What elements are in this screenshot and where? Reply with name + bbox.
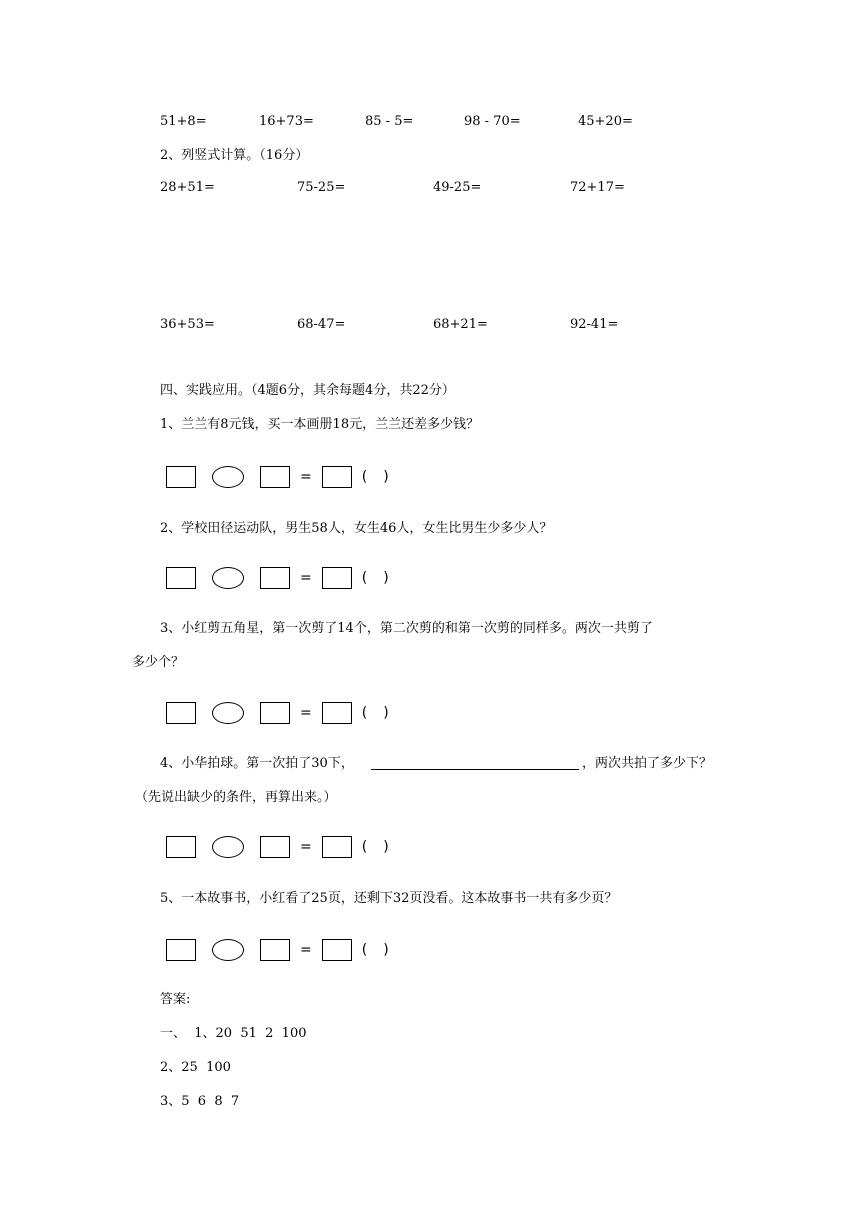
- paren-open: (: [361, 469, 368, 485]
- oral-problem: 98 - 70=: [464, 114, 521, 129]
- word-problem-text: 3、小红剪五角星，第一次剪了14个，第二次剪的和第一次剪的同样多。两次一共剪了: [160, 621, 653, 636]
- oral-problem: 85 - 5=: [365, 114, 414, 129]
- paren-open: (: [361, 705, 368, 721]
- equals-sign: =: [300, 705, 312, 721]
- answer-template: [166, 938, 389, 962]
- equals-sign: =: [300, 942, 312, 958]
- vertical-problem: 68+21=: [433, 317, 488, 332]
- paren-close: ): [383, 705, 389, 721]
- word-problem-text: 2、学校田径运动队，男生58人，女生46人，女生比男生少多少人？: [160, 521, 553, 536]
- answer-template: [166, 835, 389, 859]
- number-box[interactable]: [260, 567, 290, 589]
- paren-close: ): [383, 839, 389, 855]
- section-heading: 2、列竖式计算。（16分）: [160, 148, 309, 163]
- paren-open: (: [361, 570, 368, 586]
- vertical-problem: 36+53=: [160, 317, 215, 332]
- operator-circle[interactable]: [212, 466, 244, 488]
- answers-heading: 答案:: [160, 992, 191, 1007]
- number-box[interactable]: [166, 567, 196, 589]
- paren-close: ): [383, 469, 389, 485]
- equals-sign: =: [300, 570, 312, 586]
- vertical-problem: 75-25=: [297, 180, 346, 195]
- answer-template: [166, 465, 389, 489]
- vertical-problem: 49-25=: [433, 180, 482, 195]
- number-box[interactable]: [166, 702, 196, 724]
- answer-line: 一、 1、20 51 2 100: [160, 1026, 307, 1041]
- answer-line: 2、25 100: [160, 1060, 231, 1075]
- number-box[interactable]: [260, 939, 290, 961]
- word-problem-text: 1、兰兰有8元钱，买一本画册18元，兰兰还差多少钱？: [160, 417, 480, 432]
- oral-problem: 45+20=: [578, 114, 633, 129]
- operator-circle[interactable]: [212, 702, 244, 724]
- paren-close: ): [383, 570, 389, 586]
- oral-problem: 51+8=: [160, 114, 207, 129]
- equals-sign: =: [300, 839, 312, 855]
- word-problem-text: 4、小华拍球。第一次拍了30下，: [160, 756, 354, 771]
- number-box[interactable]: [166, 466, 196, 488]
- number-box[interactable]: [166, 939, 196, 961]
- vertical-problem: 28+51=: [160, 180, 215, 195]
- result-box[interactable]: [322, 466, 352, 488]
- equals-sign: =: [300, 469, 312, 485]
- oral-problem: 16+73=: [259, 114, 314, 129]
- result-box[interactable]: [322, 939, 352, 961]
- answer-template: [166, 566, 389, 590]
- vertical-problem: 72+17=: [570, 180, 625, 195]
- paren-close: ): [383, 942, 389, 958]
- number-box[interactable]: [260, 836, 290, 858]
- vertical-problem: 68-47=: [297, 317, 346, 332]
- answer-line: 3、5 6 8 7: [160, 1094, 240, 1109]
- missing-condition-blank[interactable]: [371, 769, 579, 770]
- answer-template: [166, 701, 389, 725]
- section-heading: 四、实践应用。（4题6分，其余每题4分，共22分）: [160, 383, 455, 398]
- result-box[interactable]: [322, 836, 352, 858]
- operator-circle[interactable]: [212, 567, 244, 589]
- number-box[interactable]: [166, 836, 196, 858]
- word-problem-text: 5、一本故事书，小红看了25页，还剩下32页没看。这本故事书一共有多少页？: [160, 891, 618, 906]
- number-box[interactable]: [260, 702, 290, 724]
- result-box[interactable]: [322, 567, 352, 589]
- operator-circle[interactable]: [212, 939, 244, 961]
- word-problem-text-after-blank: ，两次共拍了多少下？: [582, 756, 713, 771]
- result-box[interactable]: [322, 702, 352, 724]
- word-problem-text-continued: 多少个？: [132, 655, 185, 670]
- vertical-problem: 92-41=: [570, 317, 619, 332]
- operator-circle[interactable]: [212, 836, 244, 858]
- number-box[interactable]: [260, 466, 290, 488]
- word-problem-note: （先说出缺少的条件，再算出来。）: [135, 790, 337, 805]
- paren-open: (: [361, 942, 368, 958]
- paren-open: (: [361, 839, 368, 855]
